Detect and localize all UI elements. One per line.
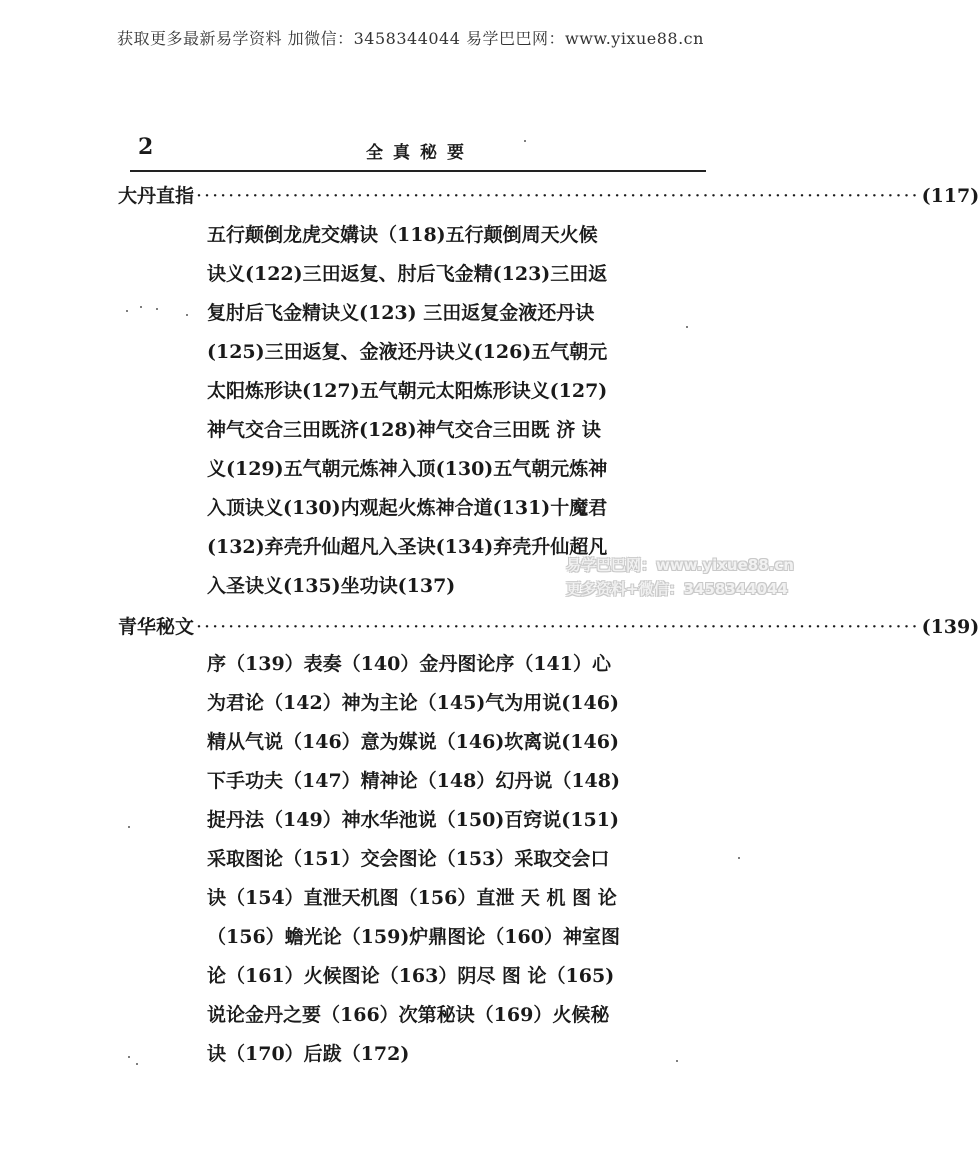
- scan-speck: [738, 857, 740, 859]
- scan-speck: [128, 826, 130, 828]
- scan-speck: [128, 1056, 130, 1058]
- subentry-line: 神气交合三田既济(128)神气交合三田既 济 诀: [207, 419, 601, 441]
- toc-subentries-dadan-zhizhi: [207, 216, 667, 606]
- subentry-line: 采取图论（151）交会图论（153）采取交会口: [207, 848, 610, 870]
- source-banner: 获取更多最新易学资料 加微信：3458344044 易学巴巴网：www.yixue88.cn: [117, 29, 704, 48]
- toc-entry-dadan-zhizhi: [118, 181, 979, 211]
- toc-entry-title: 青华秘文: [118, 616, 195, 638]
- scan-speck: [140, 306, 142, 308]
- subentry-line: (125)三田返复、金液还丹诀义(126)五气朝元: [207, 341, 608, 363]
- subentry-line: 诀义(122)三田返复、肘后飞金精(123)三田返: [207, 263, 608, 285]
- header-rule: [130, 170, 706, 172]
- scan-speck: [524, 140, 526, 142]
- subentry-line: 义(129)五气朝元炼神入顶(130)五气朝元炼神: [207, 458, 608, 480]
- page-header: [130, 134, 690, 164]
- scan-speck: [136, 1063, 138, 1065]
- dot-leader: ··························································································: [196, 185, 920, 207]
- subentry-line: 诀（154）直泄天机图（156）直泄 天 机 图 论: [207, 887, 617, 909]
- watermark-line: 更多资料+微信：3458344044: [566, 580, 788, 598]
- scan-speck: [686, 326, 688, 328]
- subentry-line: （156）蟾光论（159)炉鼎图论（160）神室图: [207, 926, 620, 948]
- subentry-line: (132)弃壳升仙超凡入圣诀(134)弃壳升仙超凡: [207, 536, 608, 558]
- subentry-line: 入顶诀义(130)内观起火炼神合道(131)十魔君: [207, 497, 608, 519]
- watermark-line: 易学巴巴网：www.yixue88.cn: [566, 556, 794, 574]
- dot-leader: ··························································································: [196, 616, 920, 638]
- scan-speck: [156, 308, 158, 310]
- toc-entry-qinghua-miwen: [118, 612, 979, 642]
- subentry-line: 论（161）火候图论（163）阴尽 图 论（165): [207, 965, 615, 987]
- subentry-line: 为君论（142）神为主论（145)气为用说(146): [207, 692, 619, 714]
- subentry-line: 诀（170）后跋（172): [207, 1043, 410, 1065]
- subentry-line: 下手功夫（147）精神论（148）幻丹说（148): [207, 770, 620, 792]
- toc-entry-page: (139): [921, 616, 979, 638]
- toc-subentries-qinghua-miwen: [207, 645, 667, 1074]
- scan-speck: [186, 314, 188, 316]
- toc-entry-page: (117): [921, 185, 979, 207]
- subentry-line: 序（139）表奏（140）金丹图论序（141）心: [207, 653, 611, 675]
- page-number: 2: [138, 134, 154, 160]
- toc-entry-title: 大丹直指: [118, 185, 195, 207]
- scan-speck: [126, 310, 128, 312]
- scan-speck: [676, 1060, 678, 1062]
- subentry-line: 五行颠倒龙虎交媾诀（118)五行颠倒周天火候: [207, 224, 598, 246]
- subentry-line: 入圣诀义(135)坐功诀(137): [207, 575, 456, 597]
- subentry-line: 捉丹法（149）神水华池说（150)百窍说(151): [207, 809, 619, 831]
- subentry-line: 太阳炼形诀(127)五气朝元太阳炼形诀义(127): [207, 380, 608, 402]
- running-title: 全真秘要: [366, 143, 474, 163]
- site-watermark: [566, 553, 794, 601]
- subentry-line: 说论金丹之要（166）次第秘诀（169）火候秘: [207, 1004, 610, 1026]
- subentry-line: 精从气说（146）意为媒说（146)坎离说(146): [207, 731, 619, 753]
- subentry-line: 复肘后飞金精诀义(123) 三田返复金液还丹诀: [207, 302, 595, 324]
